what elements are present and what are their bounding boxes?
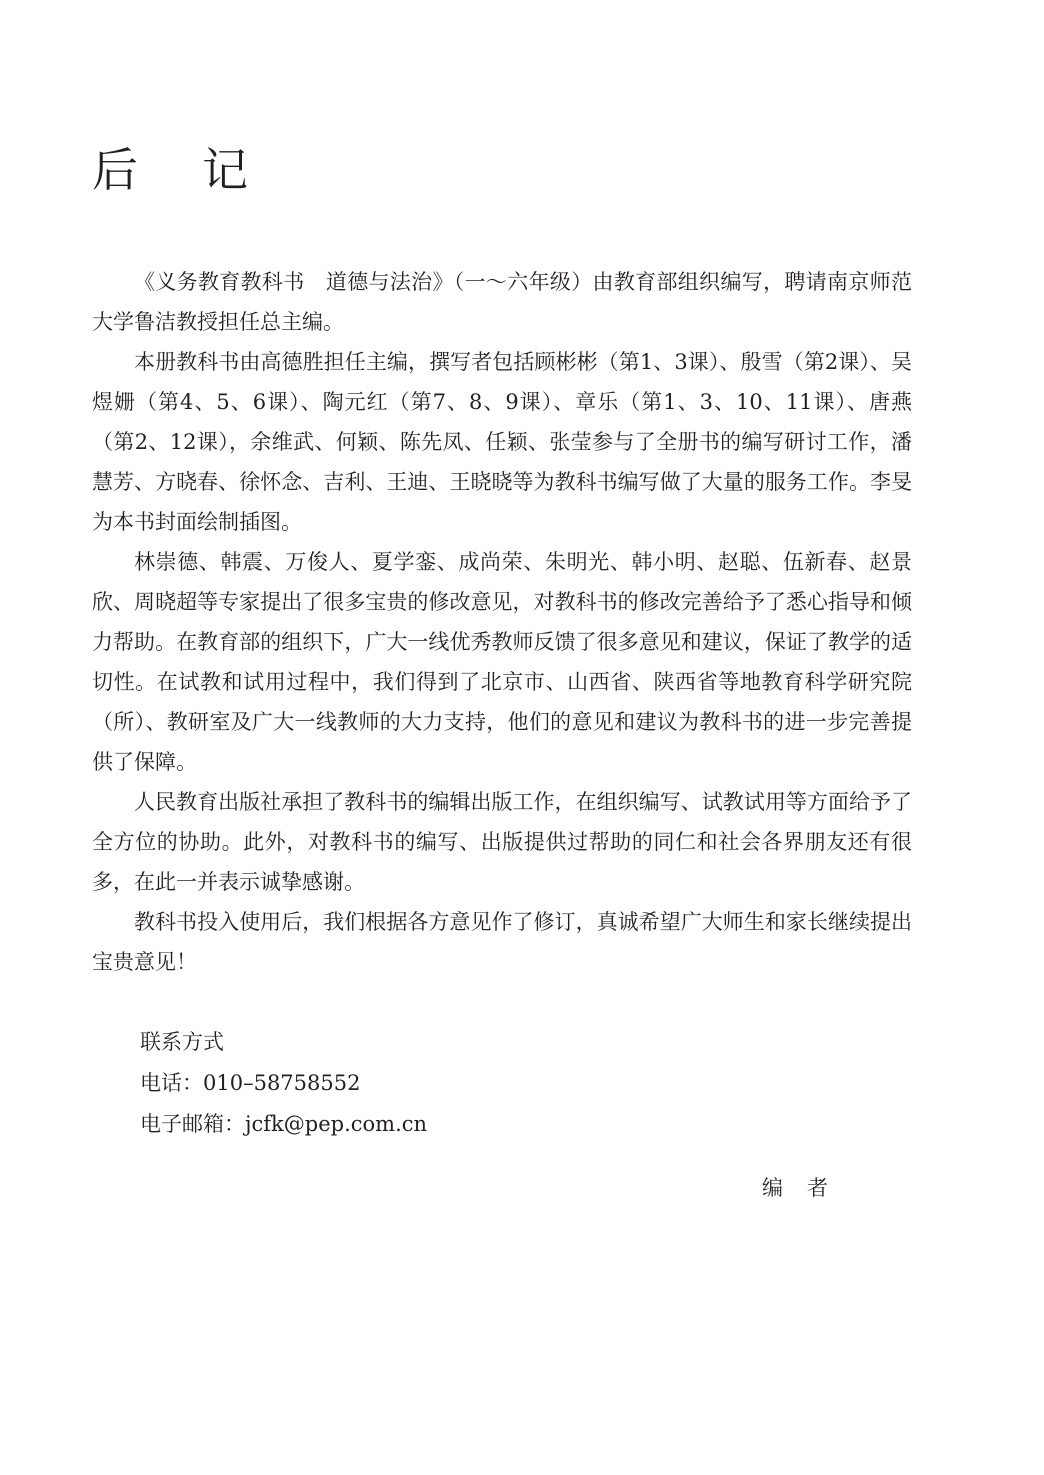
paragraph-1: 《义务教育教科书 道德与法治》（一～六年级）由教育部组织编写，聘请南京师范大学鲁洁教授担任总主编。 xyxy=(92,270,912,334)
contact-heading: 联系方式 xyxy=(140,1030,224,1054)
paragraph-2: 本册教科书由高德胜担任主编，撰写者包括顾彬彬（第1、3课）、殷雪（第2课）、吴煜姗（第4、5、6课）、陶元红（第7、8、9课）、章乐（第1、3、10、11课）、唐燕（第2、12课），余维武、何颖、陈先凤、任颖、张莹参与了全册书的编写研讨工作，潘慧芳、方晓春、徐怀念、吉利、王迪、王晓晓等为教科书编写做了大量的服务工作。李旻为本书封面绘制插图。 xyxy=(92,350,912,534)
paragraph-5: 教科书投入使用后，我们根据各方意见作了修订，真诚希望广大师生和家长继续提出宝贵意见！ xyxy=(92,910,912,974)
afterword-body xyxy=(92,262,912,982)
title-char-2: 记 xyxy=(202,143,248,197)
contact-info xyxy=(140,1022,427,1145)
contact-phone: 电话：010–58758552 xyxy=(140,1071,361,1095)
paragraph-4: 人民教育出版社承担了教科书的编辑出版工作，在组织编写、试教试用等方面给予了全方位的协助。此外，对教科书的编写、出版提供过帮助的同仁和社会各界朋友还有很多，在此一并表示诚挚感谢。 xyxy=(92,790,912,894)
title-char-1: 后 xyxy=(92,143,138,197)
page-title xyxy=(92,140,248,200)
contact-email: 电子邮箱：jcfk@pep.com.cn xyxy=(140,1112,428,1136)
signature xyxy=(762,1168,828,1208)
signature-char-2: 者 xyxy=(807,1176,828,1200)
signature-char-1: 编 xyxy=(762,1176,783,1200)
paragraph-3: 林崇德、韩震、万俊人、夏学銮、成尚荣、朱明光、韩小明、赵聪、伍新春、赵景欣、周晓超等专家提出了很多宝贵的修改意见，对教科书的修改完善给予了悉心指导和倾力帮助。在教育部的组织下，广大一线优秀教师反馈了很多意见和建议，保证了教学的适切性。在试教和试用过程中，我们得到了北京市、山西省、陕西省等地教育科学研究院（所）、教研室及广大一线教师的大力支持，他们的意见和建议为教科书的进一步完善提供了保障。 xyxy=(92,550,912,774)
